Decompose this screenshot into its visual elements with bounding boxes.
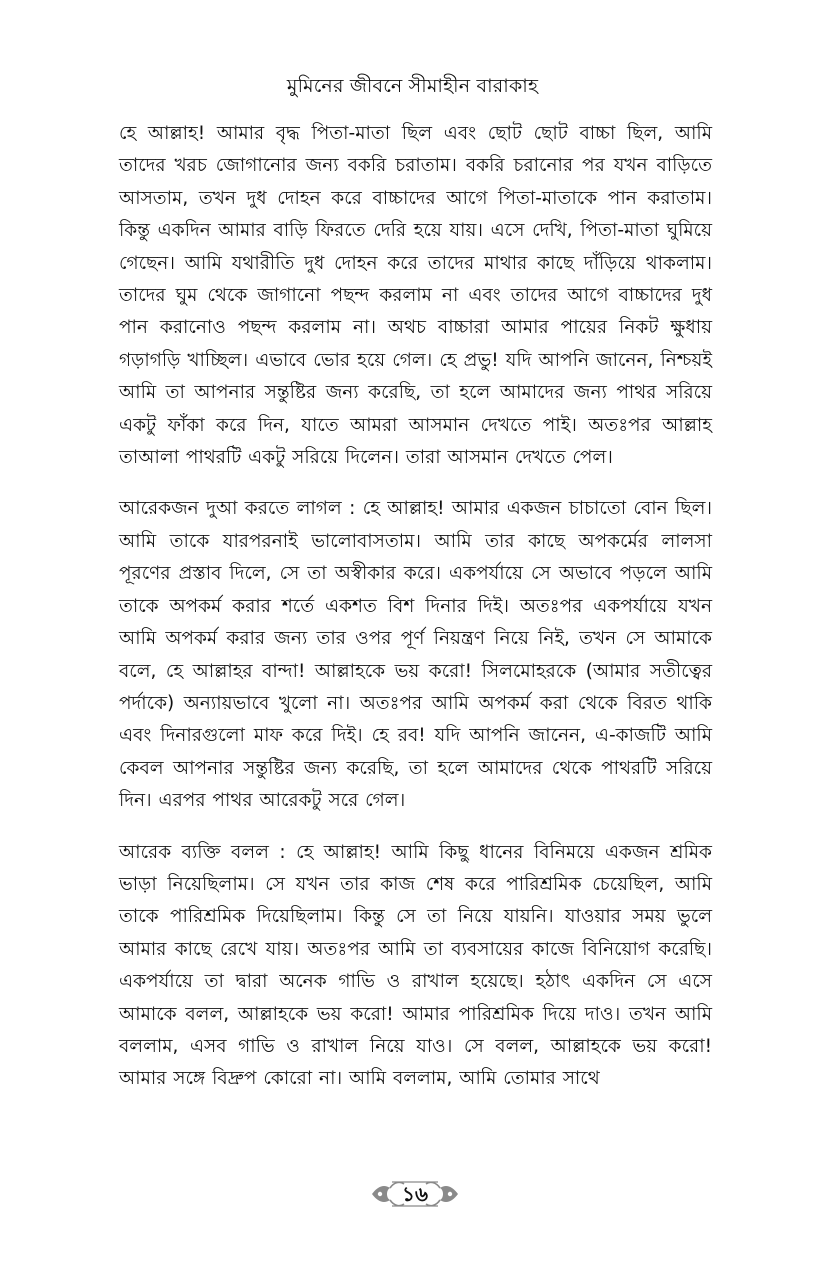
page-number: ১৬ <box>402 1182 428 1206</box>
paragraph-first-prayer: হে আল্লাহ! আমার বৃদ্ধ পিতা-মাতা ছিল এবং ছোট ছোট বাচ্চা ছিল, আমি তাদের খরচ জোগানোর জন্য বকরি চরাতাম। বকরি চরানোর পর যখন বাড়িতে আসতাম, তখন দুধ দোহন করে বাচ্চাদের আগে পিতা-মাতাকে পান করাতাম। কিন্তু একদিন আমার বাড়ি ফিরতে দেরি হয়ে যায়। এসে দেখি, পিতা-মাতা ঘুমিয়ে গেছেন। আমি যথারীতি দুধ দোহন করে তাদের মাথার কাছে দাঁড়িয়ে থাকলাম। তাদের ঘুম থেকে জাগানো পছন্দ করলাম না এবং তাদের আগে বাচ্চাদের দুধ পান করানোও পছন্দ করলাম না। অথচ বাচ্চারা আমার পায়ের নিকট ক্ষুধায় গড়াগড়ি খাচ্ছিল। এভাবে ভোর হয়ে গেল। হে প্রভু! যদি আপনি জানেন, নিশ্চয়ই আমি তা আপনার সন্তুষ্টির জন্য করেছি, তা হলে আমাদের জন্য পাথর সরিয়ে একটু ফাঁকা করে দিন, যাতে আমরা আসমান দেখতে পাই। অতঃপর আল্লাহ তাআলা পাথরটি একটু সরিয়ে দিলেন। তারা আসমান দেখতে পেল। <box>119 123 712 469</box>
running-header-title: মুমিনের জীবনে সীমাহীন বারাকাহ <box>286 75 539 97</box>
page-number-ornament <box>370 1176 460 1212</box>
paragraph-third-prayer: আরেক ব্যক্তি বলল : হে আল্লাহ! আমি কিছু ধানের বিনিময়ে একজন শ্রমিক ভাড়া নিয়েছিলাম। সে যখন তার কাজ শেষ করে পারিশ্রমিক চেয়েছিল, আমি তাকে পারিশ্রমিক দিয়েছিলাম। কিন্তু সে তা নিয়ে যায়নি। যাওয়ার সময় ভুলে আমার কাছে রেখে যায়। অতঃপর আমি তা ব্যবসায়ের কাজে বিনিয়োগ করেছি। একপর্যায়ে তা দ্বারা অনেক গাভি ও রাখাল হয়েছে। হঠাৎ একদিন সে এসে আমাকে বলল, আল্লাহকে ভয় করো! আমার পারিশ্রমিক দিয়ে দাও। তখন আমি বললাম, এসব গাভি ও রাখাল নিয়ে যাও। সে বলল, আল্লাহকে ভয় করো! আমার সঙ্গে বিদ্রুপ কোরো না। আমি বললাম, আমি তোমার সাথে <box>119 841 712 1090</box>
body-text <box>119 118 712 1096</box>
paragraph-second-prayer: আরেকজন দুআ করতে লাগল : হে আল্লাহ! আমার একজন চাচাতো বোন ছিল। আমি তাকে যারপরনাই ভালোবাসতাম। আমি তার কাছে অপকর্মের লালসা পূরণের প্রস্তাব দিলে, সে তা অস্বীকার করে। একপর্যায়ে সে অভাবে পড়লে আমি তাকে অপকর্ম করার শর্তে একশত বিশ দিনার দিই। অতঃপর একপর্যায়ে যখন আমি অপকর্ম করার জন্য তার ওপর পূর্ণ নিয়ন্ত্রণ নিয়ে নিই, তখন সে আমাকে বলে, হে আল্লাহর বান্দা! আল্লাহকে ভয় করো! সিলমোহরকে (আমার সতীত্বের পর্দাকে) অন্যায়ভাবে খুলো না। অতঃপর আমি অপকর্ম করা থেকে বিরত থাকি এবং দিনারগুলো মাফ করে দিই। হে রব! যদি আপনি জানেন, এ-কাজটি আমি কেবল আপনার সন্তুষ্টির জন্য করেছি, তা হলে আমাদের থেকে পাথরটি সরিয়ে দিন। এরপর পাথর আরেকটু সরে গেল। <box>119 498 712 812</box>
